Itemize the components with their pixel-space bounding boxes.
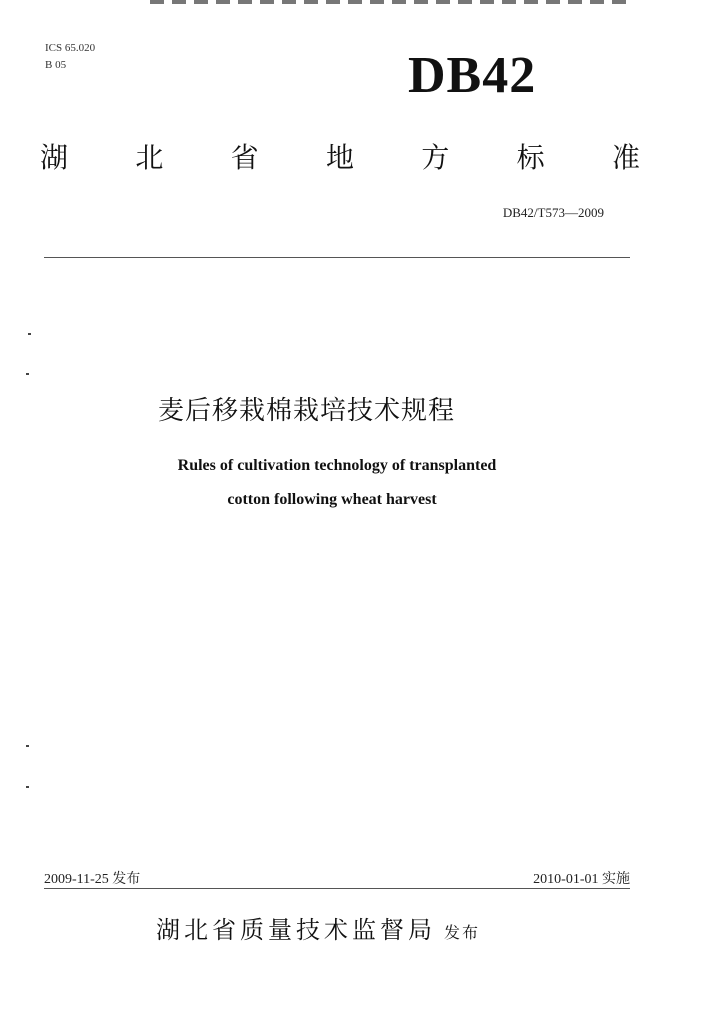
title-char: 湖 (40, 141, 69, 174)
bottom-divider (44, 888, 630, 889)
top-dashed-border (150, 0, 630, 4)
scan-speck (26, 786, 29, 788)
scan-speck (26, 373, 29, 375)
title-char: 省 (230, 141, 259, 174)
issuer-suffix: 发布 (444, 923, 481, 942)
title-char: 方 (421, 141, 450, 174)
title-char: 标 (516, 141, 545, 174)
implement-date: 2010-01-01 实施 (533, 872, 630, 887)
standard-number: DB42/T573—2009 (502, 205, 604, 220)
document-title-english-line1: Rules of cultivation technology of transplanted (177, 457, 497, 474)
ccs-code: B 05 (45, 59, 67, 71)
document-title-chinese: 麦后移栽棉栽培技术规程 (158, 396, 456, 426)
title-char: 地 (325, 141, 354, 174)
classification-codes (45, 40, 95, 74)
publish-date: 2009-11-25 发布 (44, 872, 141, 887)
db-logo: DB42 (408, 47, 537, 104)
issuing-authority (0, 910, 724, 945)
title-char: 北 (135, 141, 164, 174)
scan-speck (28, 333, 31, 335)
document-title-english-line2: cotton following wheat harvest (227, 491, 437, 508)
top-divider (44, 257, 630, 258)
issuer-name: 湖北省质量技术监督局 (156, 916, 436, 944)
standard-type-title (40, 136, 640, 176)
title-char: 准 (611, 141, 640, 174)
scan-speck (26, 745, 29, 747)
ics-code: ICS 65.020 (45, 42, 96, 54)
